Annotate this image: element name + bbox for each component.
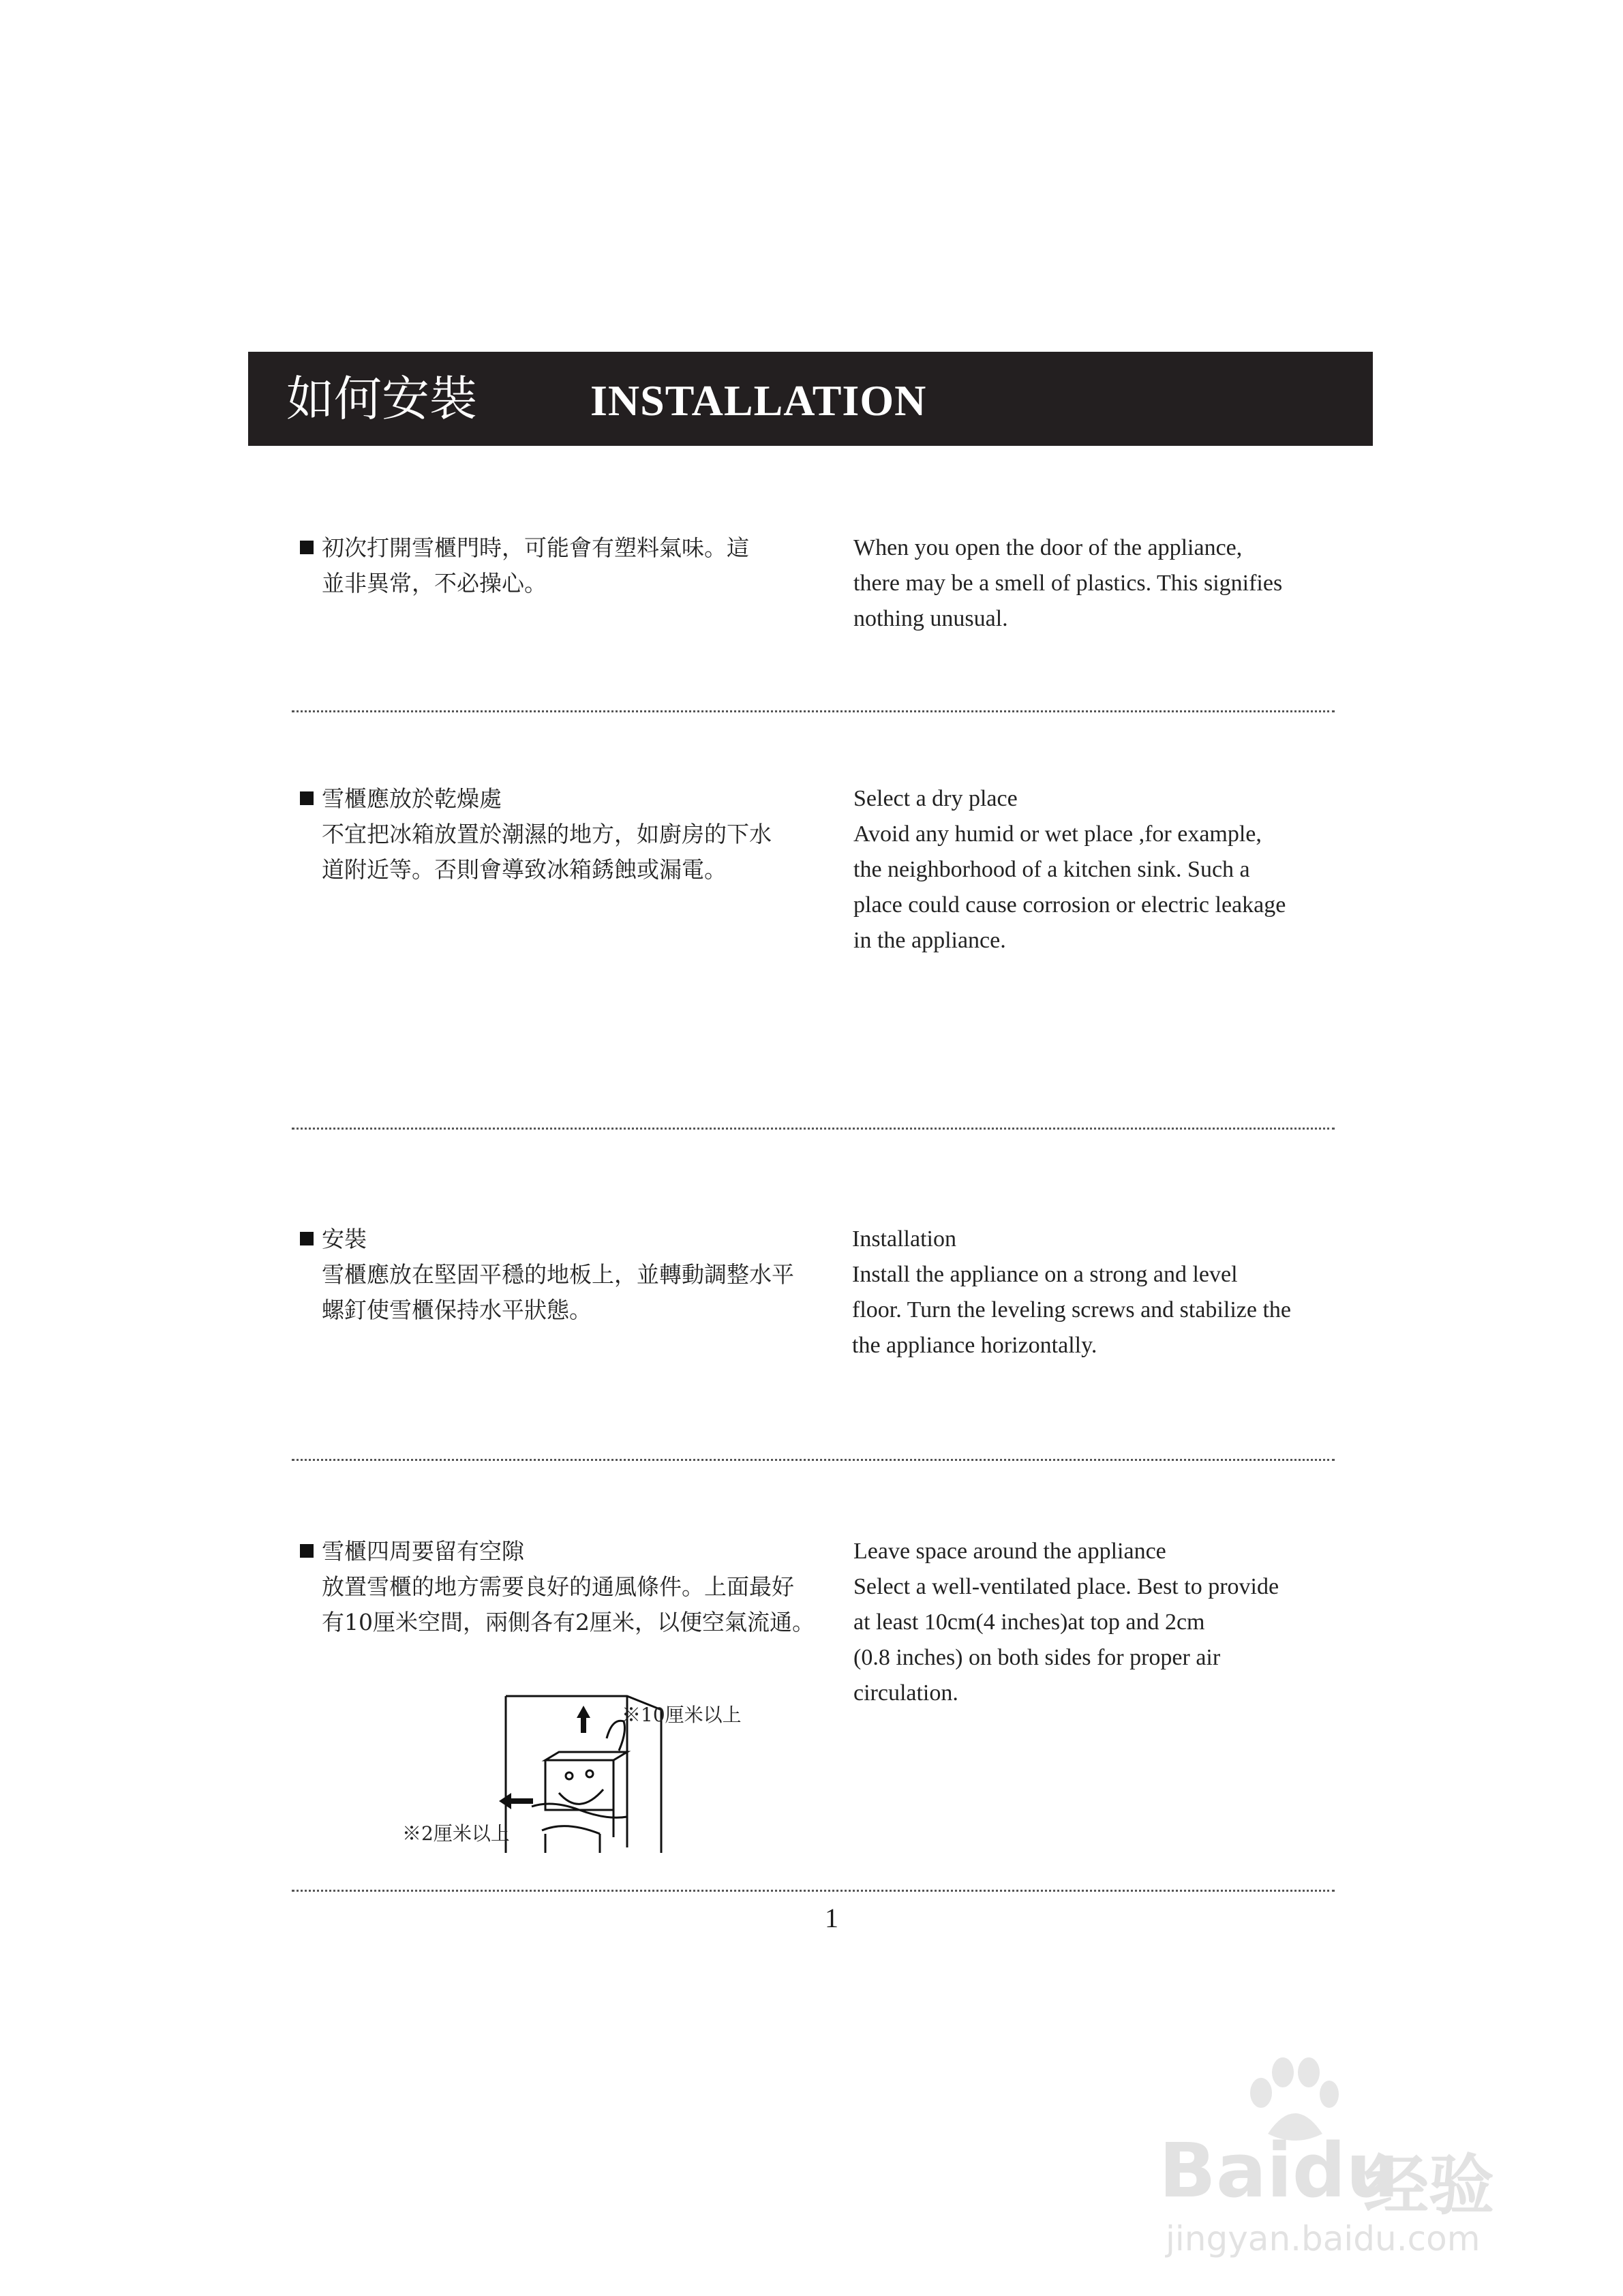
divider (292, 1459, 1335, 1461)
section-2-en-line-2: Avoid any humid or wet place ,for example, (853, 821, 1262, 847)
section-4-en-line-3: at least 10cm(4 inches)at top and 2cm (853, 1610, 1205, 1635)
clearance-side-label: ※2厘米以上 (402, 1822, 510, 1845)
section-3-en-line-4: the appliance horizontally. (852, 1333, 1097, 1358)
section-3-zh-heading: 安裝 (322, 1226, 367, 1252)
section-2-en-line-5: in the appliance. (853, 928, 1006, 953)
clearance-top-label: ※10厘米以上 (622, 1704, 742, 1726)
section-4-zh-line-3: 有10厘米空間，兩側各有2厘米，以便空氣流通。 (322, 1609, 815, 1635)
section-4-zh-heading: 雪櫃四周要留有空隙 (322, 1538, 524, 1565)
baidu-watermark (1159, 2052, 1541, 2259)
section-1-zh-line-1: 初次打開雪櫃門時，可能會有塑料氣味。這 (322, 534, 749, 561)
section-3-en-line-2: Install the appliance on a strong and level (852, 1262, 1238, 1287)
bullet-icon (300, 791, 314, 805)
section-4-en-line-2: Select a well-ventilated place. Best to provide (853, 1574, 1279, 1599)
divider (292, 710, 1335, 712)
section-2-en-line-3: the neighborhood of a kitchen sink. Such a (853, 857, 1250, 882)
watermark-brand-cn: 经验 (1363, 2147, 1494, 2224)
bullet-icon (300, 1544, 314, 1558)
section-1-zh (300, 530, 749, 601)
watermark-brand: Baidu (1159, 2127, 1399, 2214)
section-1-en-line-3: nothing unusual. (853, 606, 1008, 631)
section-2-zh-line-3: 道附近等。否則會導致冰箱銹蝕或漏電。 (322, 856, 727, 883)
section-2-en-heading: Select a dry place (853, 786, 1018, 811)
watermark-url: jingyan.baidu.com (1166, 2219, 1481, 2259)
section-2-zh-line-2: 不宜把冰箱放置於潮濕的地方，如廚房的下水 (322, 821, 772, 847)
section-3-en (852, 1222, 1291, 1363)
bullet-icon (300, 541, 314, 554)
divider (292, 1890, 1335, 1892)
section-4-zh-line-2: 放置雪櫃的地方需要良好的通風條件。上面最好 (322, 1573, 794, 1600)
section-2-en-line-4: place could cause corrosion or electric leakage (853, 892, 1286, 918)
header-title-zh: 如何安裝 (286, 371, 477, 427)
section-3-zh-line-3: 螺釘使雪櫃保持水平狀態。 (322, 1297, 592, 1323)
section-2-zh (300, 781, 772, 888)
section-1-en-line-1: When you open the door of the appliance, (853, 535, 1243, 560)
section-4-en-line-5: circulation. (853, 1680, 958, 1706)
bullet-icon (300, 1232, 314, 1245)
section-4-en-line-4: (0.8 inches) on both sides for proper air (853, 1645, 1221, 1670)
section-3-en-heading: Installation (852, 1226, 956, 1252)
section-4-en (853, 1534, 1279, 1711)
section-4-en-heading: Leave space around the appliance (853, 1539, 1166, 1564)
page-number: 1 (825, 1903, 838, 1933)
section-1-en (853, 530, 1282, 637)
section-4-zh (300, 1534, 815, 1640)
section-2-zh-heading: 雪櫃應放於乾燥處 (322, 785, 502, 812)
divider (292, 1128, 1335, 1130)
section-2-en (853, 781, 1286, 958)
section-3-en-line-3: floor. Turn the leveling screws and stabilize the (852, 1297, 1291, 1323)
section-1-zh-line-2: 並非異常，不必操心。 (322, 570, 547, 596)
section-3-zh-line-2: 雪櫃應放在堅固平穩的地板上，並轉動調整水平 (322, 1261, 794, 1288)
section-header (248, 352, 1373, 446)
header-title-en: INSTALLATION (590, 376, 927, 425)
section-3-zh (300, 1222, 794, 1328)
section-1-en-line-2: there may be a smell of plastics. This signifies (853, 571, 1283, 596)
